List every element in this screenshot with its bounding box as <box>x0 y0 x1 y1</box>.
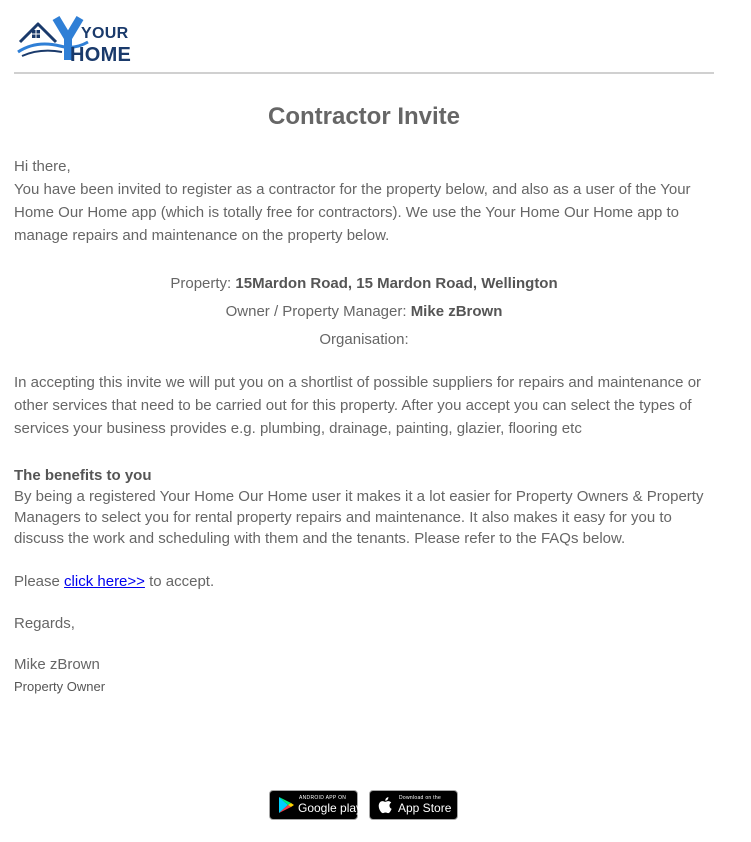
property-label: Property: <box>170 275 236 292</box>
owner-label: Owner / Property Manager: <box>225 303 411 320</box>
intro-paragraph <box>14 155 724 247</box>
signature-role: Property Owner <box>14 679 106 694</box>
benefits-text: By being a registered Your Home Our Home user it makes it a lot easier for Property Owners & Property Managers to select you for rental property repairs and maintenance. It also makes it easy for you to discuss the work and scheduling with them and the tenants. Please refer to the FAQs below. <box>14 488 704 547</box>
header-divider <box>14 72 714 74</box>
email-header <box>14 10 714 74</box>
google-play-icon <box>276 795 296 815</box>
apple-icon <box>376 795 396 815</box>
accepting-paragraph: In accepting this invite we will put you on a shortlist of possible suppliers for repairs and maintenance or other services that need to be carried out for this property. After you accept you can select the types of services your business provides e.g. plumbing, drainage, painting, glazier, flooring etc <box>14 374 702 437</box>
accept-line <box>14 570 724 593</box>
regards-text: Regards, <box>14 615 75 632</box>
greeting-text: Hi there, <box>14 158 71 175</box>
intro-text: You have been invited to register as a contractor for the property below, and also as a user of the Your Home Our Home app (which is totally free for contractors). We use the Your Home Our Home app to manage repairs and maintenance on the property below. <box>14 181 691 244</box>
benefits-heading: The benefits to you <box>14 467 152 484</box>
organisation-label: Organisation: <box>319 331 409 348</box>
accept-link[interactable]: click here>> <box>64 573 145 590</box>
owner-value: Mike zBrown <box>410 303 503 320</box>
google-badge-big-text: Google play <box>298 801 363 815</box>
property-line <box>14 272 714 300</box>
google-play-badge[interactable] <box>269 790 363 820</box>
organisation-line <box>14 328 714 356</box>
signature-name: Mike zBrown <box>14 656 100 673</box>
accept-after-text: to accept. <box>144 573 215 590</box>
property-value: 15Mardon Road, 15 Mardon Road, Wellington <box>235 275 558 292</box>
google-badge-small-text: ANDROID APP ON <box>299 795 347 801</box>
app-store-badge[interactable] <box>369 790 458 820</box>
benefits-section <box>14 465 724 549</box>
your-home-logo <box>16 12 136 68</box>
accept-before-text: Please <box>14 573 65 590</box>
property-details <box>14 272 714 356</box>
apple-badge-big-text: App Store <box>398 801 452 815</box>
apple-badge-small-text: Download on the <box>399 795 442 801</box>
page-title: Contractor Invite <box>267 103 461 130</box>
owner-line <box>14 300 714 328</box>
logo-text-your: YOUR <box>81 25 129 42</box>
logo-text-home: HOME <box>70 44 132 66</box>
